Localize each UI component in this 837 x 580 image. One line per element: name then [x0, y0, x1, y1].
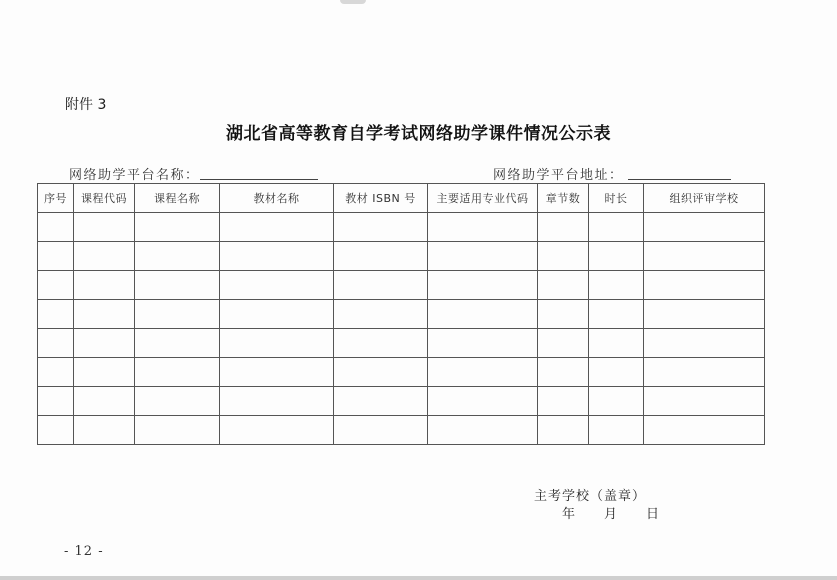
header-cell-major-code: 主要适用专业代码: [428, 184, 538, 213]
table-row: [38, 387, 765, 416]
table-cell[interactable]: [428, 416, 538, 445]
table-row: [38, 358, 765, 387]
table-cell[interactable]: [38, 300, 74, 329]
table-row: [38, 329, 765, 358]
table-cell[interactable]: [644, 271, 765, 300]
table-cell[interactable]: [74, 416, 135, 445]
table-cell[interactable]: [74, 300, 135, 329]
table-cell[interactable]: [538, 300, 589, 329]
header-cell-review-school: 组织评审学校: [644, 184, 765, 213]
table-cell[interactable]: [589, 387, 644, 416]
header-cell-textbook-isbn: 教材 ISBN 号: [334, 184, 428, 213]
table-cell[interactable]: [220, 242, 334, 271]
table-cell[interactable]: [135, 300, 220, 329]
page-number: - 12 -: [64, 544, 104, 559]
table-cell[interactable]: [644, 416, 765, 445]
table-cell[interactable]: [135, 416, 220, 445]
table-cell[interactable]: [538, 242, 589, 271]
school-seal-label: 主考学校（盖章）: [534, 489, 647, 504]
table-cell[interactable]: [644, 300, 765, 329]
table-cell[interactable]: [74, 387, 135, 416]
header-cell-index: 序号: [38, 184, 74, 213]
table-cell[interactable]: [589, 213, 644, 242]
table-cell[interactable]: [334, 416, 428, 445]
table-cell[interactable]: [74, 358, 135, 387]
table-cell[interactable]: [538, 271, 589, 300]
document-title: 湖北省高等教育自学考试网络助学课件情况公示表: [226, 124, 611, 144]
table-cell[interactable]: [334, 387, 428, 416]
table-cell[interactable]: [220, 387, 334, 416]
table-cell[interactable]: [220, 271, 334, 300]
header-cell-textbook-name: 教材名称: [220, 184, 334, 213]
table-cell[interactable]: [538, 329, 589, 358]
table-cell[interactable]: [135, 358, 220, 387]
date-month-label: 月: [604, 507, 618, 522]
table-cell[interactable]: [74, 242, 135, 271]
table-cell[interactable]: [428, 329, 538, 358]
table-cell[interactable]: [334, 213, 428, 242]
table-header-row: [38, 184, 765, 213]
table-cell[interactable]: [135, 329, 220, 358]
table-cell[interactable]: [334, 300, 428, 329]
table-cell[interactable]: [644, 213, 765, 242]
table-cell[interactable]: [220, 358, 334, 387]
table-cell[interactable]: [644, 387, 765, 416]
table-cell[interactable]: [428, 387, 538, 416]
table-cell[interactable]: [38, 271, 74, 300]
table-cell[interactable]: [428, 358, 538, 387]
header-cell-chapter-count: 章节数: [538, 184, 589, 213]
table-cell[interactable]: [135, 271, 220, 300]
platform-name-label: 网络助学平台名称：: [69, 168, 200, 183]
header-cell-course-name: 课程名称: [135, 184, 220, 213]
table-cell[interactable]: [135, 213, 220, 242]
table-cell[interactable]: [644, 242, 765, 271]
table-cell[interactable]: [428, 271, 538, 300]
table-cell[interactable]: [38, 213, 74, 242]
attachment-label: 附件 3: [65, 97, 107, 113]
platform-address-blank: [628, 179, 731, 180]
header-cell-duration: 时长: [589, 184, 644, 213]
table-row: [38, 213, 765, 242]
platform-name-blank: [200, 179, 318, 180]
date-year-label: 年: [562, 507, 576, 522]
table-cell[interactable]: [334, 242, 428, 271]
table-cell[interactable]: [538, 387, 589, 416]
table-cell[interactable]: [38, 242, 74, 271]
table-cell[interactable]: [538, 416, 589, 445]
table-cell[interactable]: [589, 358, 644, 387]
table-cell[interactable]: [220, 300, 334, 329]
table-row: [38, 300, 765, 329]
table-cell[interactable]: [38, 387, 74, 416]
table-cell[interactable]: [538, 358, 589, 387]
table-cell[interactable]: [644, 358, 765, 387]
table-row: [38, 271, 765, 300]
table-cell[interactable]: [220, 213, 334, 242]
table-cell[interactable]: [589, 300, 644, 329]
table-body: [38, 213, 765, 445]
header-cell-course-code: 课程代码: [74, 184, 135, 213]
table-cell[interactable]: [334, 329, 428, 358]
table-cell[interactable]: [74, 271, 135, 300]
table-cell[interactable]: [38, 358, 74, 387]
scan-bottom-edge: [0, 576, 837, 580]
date-day-label: 日: [646, 507, 660, 522]
table-cell[interactable]: [74, 329, 135, 358]
table-cell[interactable]: [428, 213, 538, 242]
table-cell[interactable]: [135, 387, 220, 416]
scan-top-mark: [340, 0, 366, 4]
table-cell[interactable]: [589, 416, 644, 445]
table-row: [38, 242, 765, 271]
table-cell[interactable]: [38, 416, 74, 445]
table-cell[interactable]: [334, 271, 428, 300]
table-cell[interactable]: [589, 329, 644, 358]
table-cell[interactable]: [644, 329, 765, 358]
table-cell[interactable]: [220, 329, 334, 358]
table-cell[interactable]: [220, 416, 334, 445]
table-cell[interactable]: [334, 358, 428, 387]
table-cell[interactable]: [538, 213, 589, 242]
table-cell[interactable]: [428, 242, 538, 271]
table-cell[interactable]: [135, 242, 220, 271]
table-cell[interactable]: [589, 271, 644, 300]
table-cell[interactable]: [38, 329, 74, 358]
table-cell[interactable]: [74, 213, 135, 242]
table-cell[interactable]: [589, 242, 644, 271]
table-row: [38, 416, 765, 445]
platform-address-label: 网络助学平台地址：: [493, 168, 624, 183]
courseware-table: [37, 183, 765, 445]
table-cell[interactable]: [428, 300, 538, 329]
